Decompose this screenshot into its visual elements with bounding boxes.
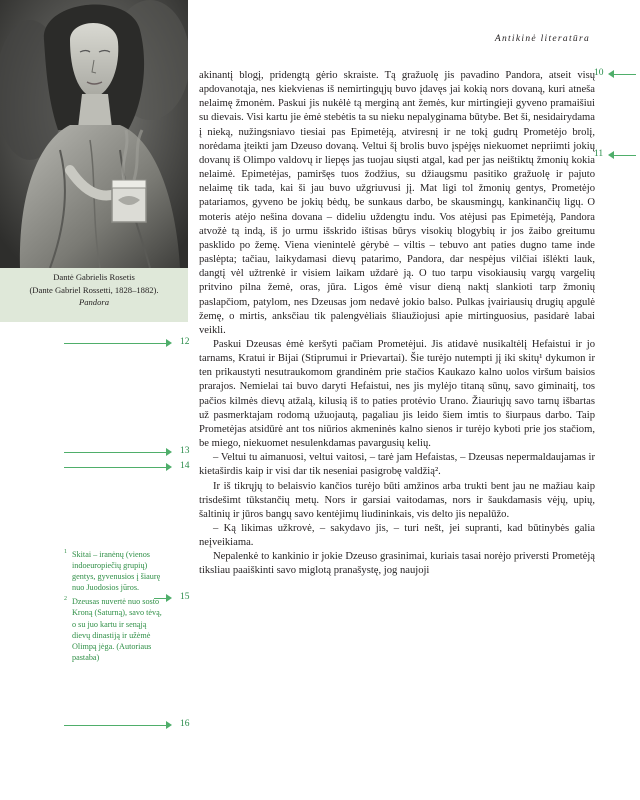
caption-artist: Dantė Gabrielis Rosetis bbox=[53, 272, 135, 282]
marker-line bbox=[612, 74, 636, 75]
arrow-right-icon bbox=[166, 448, 172, 456]
paragraph-3: – Veltui tu aimanuosi, veltui vaitosi, – tarė jam Hefaistas, – Dzeusas nepermaldaujamas ir kietaširdis kaip ir visi dar tik neseniai pasigrobę valdžią². bbox=[199, 452, 595, 478]
paragraph-5: – Ką likimas užkrovė, – sakydavo jis, – turi nešt, jei supranti, kad būtinybės galia neįveikiama. bbox=[199, 523, 595, 549]
paragraph-2: Paskui Dzeusas ėmė keršyti pačiam Prometėjui. Jis atidavė nusikaltėlį Hefaistui ir jo tarnams, Kratui ir Bijai (Stiprumui ir Prievartai). Šie turėjo nutempti jį iki skitų¹ dykumon ir ten prikaustyti nesutraukomom grandinėm prie stačios Kaukazo kalno uolos viršum baisios prarajos. Nemielai tai buvo daryti Hefaistui, nes jis mylėjo titaną sūnų, savo giminaitį, tos pačios kilmės dievų atžalą, kilusią iš to paties protėvio Urano. Žiauriųjų savo tarnų išbartas už pasmerktajam rodomą užuojautą, pagaliau jis leido šiem imtis to šiurpaus darbo. Taip Prometėjas atsidūrė ant tos niūrios akmeninės kalno sienos ir turėjo kyboti prie jos stačiom, be miego, niekuomet nesulenkdamas pavargusių kelių. bbox=[199, 338, 595, 450]
paragraph-1: akinantį blogį, pridengtą gėrio skraiste. Tą gražuolę jis pavadino Pandora, atseit visų apdovanotąja, nes kiekvienas iš nemirtingųjų buvo įdavęs jai kokią nors dovaną, kuri atneša nelaimę žmonėm. Paskui jis nukėlė tą merginą ant žemės, kur mirtingieji gyveno pramaišiui su dievais. Visi kartu jie ėmė stebėtis ta su nieku nepalyginama būtybe. Bet ši, nesidairydama į nieką, nužingsniavo tiesiai pas Epimetėją, atviresnį ir ne tokį gudrų Prometėjo brolį, norėdama įteikti jam Dzeuso dovaną. Veltui šį brolis buvo įspėjęs niekuomet nepriimti jokių dovanų iš Olimpo valdovų ir liepęs jas tuojau siųsti atgal, kad per jas neištiktų žmonių kokia nelaimė. Epimetėjas, pamiršęs tuos žodžius, su džiaugsmu pasitiko gražuolę ir pajuto nelaimę tik tada, kai ši jau buvo užgriuvusi jį. Mat ligi tol žmonių gentys, Prometėjo patariamos, gyveno be jokių bėdų, be sunkaus darbo, be skausmingų, kankinančių ligų. O moteris atėjo nešina dovana – dideliu uždengtu indu. Vos atėjusi pas Epimetėją, Pandora atvožė tą indą, iš jo urmu išskrido ištisas būrys visokių blogybių ir jos žaibo greitumu pasklido po žemę. Viena vienintelė gėrybė – viltis – tebuvo ant paties dugno tame inde paslėpta; tačiau, laikydamasi dievų patarimo, Pandora, dar nespėjus vilčiai išlėkti lauk, dangtį vėl užtrenkė ir visiem laikam uždarė ją. O tuo tarpu visokiausių vargų vargelių pritvino pilna žemė, oras, jūra. Ligos ėmė visur dieną naktį slankioti tarp žmonių paslapčiom, patylom, nes Dzeusas jom nedavė jokio balso. Pulkas įvairiausių drugių apgulė žemę, o mirtis, anksčiau tik palengvėliais šliaužiojusi apie mirtinguosius, pasidarė labai veikli. bbox=[199, 70, 595, 336]
marker-number: 11 bbox=[594, 149, 604, 159]
arrow-right-icon bbox=[166, 463, 172, 471]
painting-image bbox=[0, 0, 188, 268]
paragraph-4: Ir iš tikrųjų to belaisvio kančios turėjo būti amžinos arba trukti bent jau ne mažiau kaip trisdešimt tūkstančių metų. Nors ir garsiai vaitodamas, nors ir šaukdamasis vėjų, upių, šaltinių ir jūros bangų savo kentėjimų liudininkais, vis delto jis nepalūžo. bbox=[199, 480, 595, 520]
marker-line bbox=[64, 725, 166, 726]
arrow-right-icon bbox=[166, 721, 172, 729]
main-text bbox=[199, 69, 595, 579]
painting-caption bbox=[0, 271, 188, 309]
arrow-right-icon bbox=[166, 339, 172, 347]
footnote-2 bbox=[64, 596, 162, 663]
footnote-1 bbox=[64, 549, 162, 593]
footnote-text: Skitai – iranėnų (vienos indoeuropiečių grupių) gentys, gyvenusios į šiaurę nuo Juodosios jūros. bbox=[72, 550, 161, 593]
painting-sidebar bbox=[0, 0, 188, 322]
marker-line bbox=[64, 452, 166, 453]
paragraph-6: Nepalenkė to kankinio ir jokie Dzeuso grasinimai, kuriais tasai norėjo priversti Prometėją tiksliau paaiškinti savo miglotą pranašystę, jog naujoji bbox=[199, 551, 595, 577]
footnotes bbox=[64, 549, 162, 666]
arrow-right-icon bbox=[166, 594, 172, 602]
caption-details: (Dante Gabriel Rossetti, 1828–1882). bbox=[29, 284, 159, 295]
arrow-left-icon bbox=[608, 151, 614, 159]
page-header-title: Antikinė literatūra bbox=[494, 34, 590, 44]
footnote-text: Dzeusas nuvertė nuo sosto Kroną (Saturną), savo tėvą, o su juo kartu ir senąją dievų dinastiją ir užėmė Olimpą jėga. (Autoriaus pastaba) bbox=[72, 597, 162, 662]
footnote-number: 1 bbox=[64, 549, 67, 555]
caption-title: Pandora bbox=[78, 297, 110, 308]
arrow-left-icon bbox=[608, 70, 614, 78]
marker-number: 12 bbox=[180, 337, 190, 347]
marker-number: 10 bbox=[594, 68, 604, 78]
marker-line bbox=[64, 343, 166, 344]
footnote-number: 2 bbox=[64, 596, 67, 603]
marker-number: 14 bbox=[180, 461, 190, 471]
marker-number: 16 bbox=[180, 719, 190, 729]
marker-line bbox=[612, 155, 636, 156]
marker-number: 13 bbox=[180, 446, 190, 456]
marker-line bbox=[64, 467, 166, 468]
marker-number: 15 bbox=[180, 592, 190, 602]
